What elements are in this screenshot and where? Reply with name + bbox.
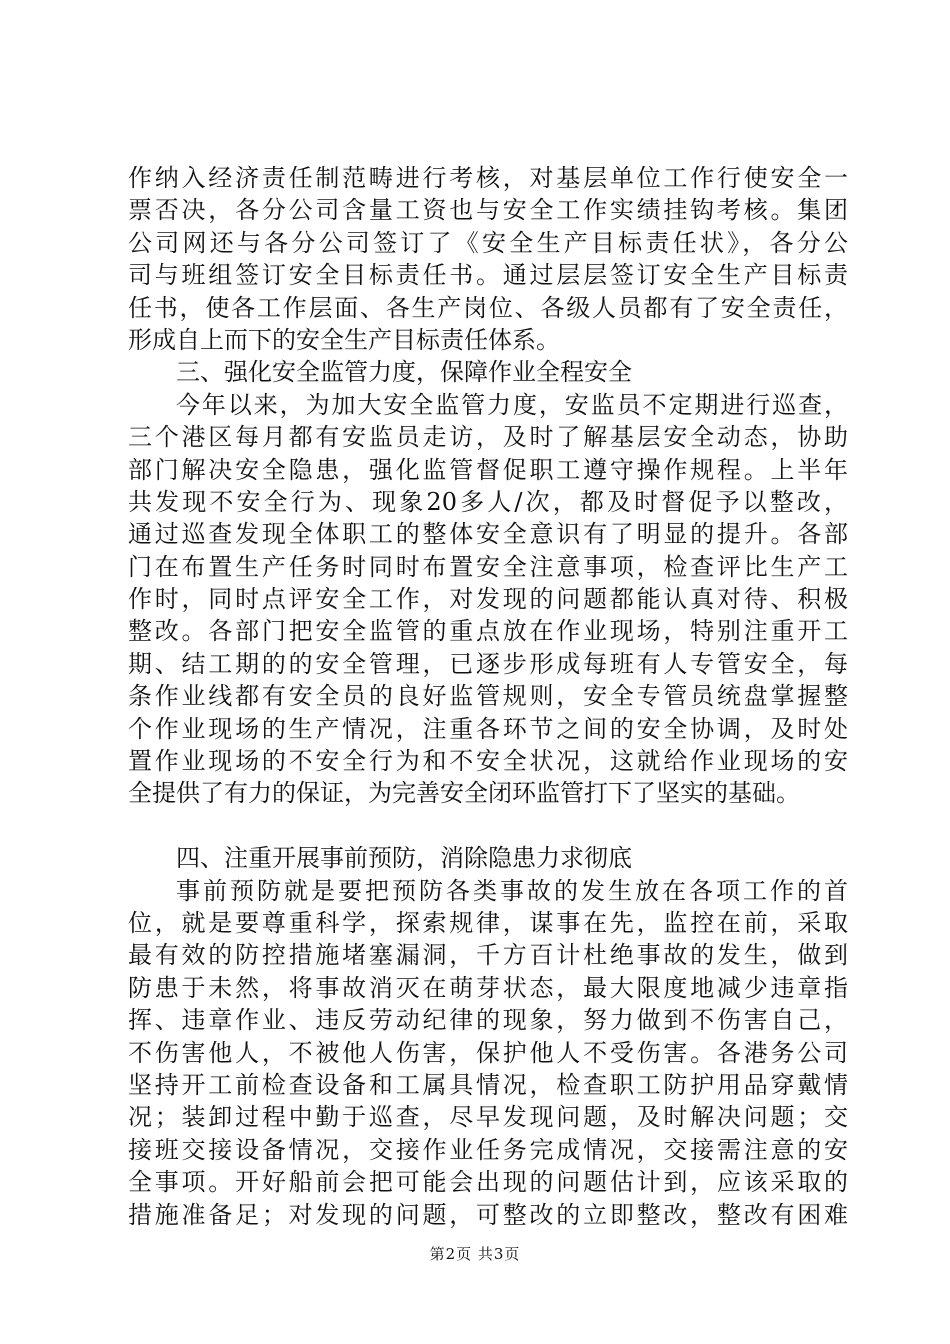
page-number: 第2页 共3页 <box>429 1245 521 1263</box>
paragraph-line: 部门解决安全隐患，强化监管督促职工遵守操作规程。上半年 <box>128 455 848 484</box>
paragraph-line: 最有效的防控措施堵塞漏洞，千方百计杜绝事故的发生，做到 <box>128 941 848 970</box>
paragraph-line: 不伤害他人，不被他人伤害，保护他人不受伤害。各港务公司 <box>128 1038 848 1067</box>
paragraph-line: 措施准备足；对发现的问题，可整改的立即整改，整改有困难 <box>128 1200 848 1229</box>
paragraph-line: 通过巡查发现全体职工的整体安全意识有了明显的提升。各部 <box>128 520 848 549</box>
paragraph-line: 况；装卸过程中勤于巡查，尽早发现问题，及时解决问题；交 <box>128 1103 848 1132</box>
section-heading: 四、注重开展事前预防，消除隐患力求彻底 <box>176 844 632 873</box>
paragraph-line: 票否决，各分公司含量工资也与安全工作实绩挂钩考核。集团 <box>128 196 848 225</box>
paragraph-line: 期、结工期的的安全管理，已逐步形成每班有人专管安全，每 <box>128 649 848 678</box>
paragraph-line: 接班交接设备情况，交接作业任务完成情况，交接需注意的安 <box>128 1135 848 1164</box>
document-body <box>128 162 848 1231</box>
paragraph-line: 防患于未然，将事故消灭在萌芽状态，最大限度地减少违章指 <box>128 973 848 1002</box>
paragraph-line: 坚持开工前检查设备和工属具情况，检查职工防护用品穿戴情 <box>128 1070 848 1099</box>
paragraph-line: 公司网还与各分公司签订了《安全生产目标责任状》，各分公 <box>128 228 848 257</box>
paragraph-line: 置作业现场的不安全行为和不安全状况，这就给作业现场的安 <box>128 747 848 776</box>
section-heading: 三、强化安全监管力度，保障作业全程安全 <box>176 358 632 387</box>
paragraph-line: 全事项。开好船前会把可能会出现的问题估计到，应该采取的 <box>128 1168 848 1197</box>
paragraph-line: 今年以来，为加大安全监管力度，安监员不定期进行巡查， <box>176 390 848 419</box>
paragraph-line: 共发现不安全行为、现象20多人/次，都及时督促予以整改， <box>128 487 848 516</box>
paragraph-line: 三个港区每月都有安监员走访，及时了解基层安全动态，协助 <box>128 423 848 452</box>
paragraph-line: 门在布置生产任务时同时布置安全注意事项，检查评比生产工 <box>128 552 848 581</box>
paragraph-line: 作时，同时点评安全工作，对发现的问题都能认真对待、积极 <box>128 585 848 614</box>
paragraph-line: 作纳入经济责任制范畴进行考核，对基层单位工作行使安全一 <box>128 164 848 192</box>
paragraph-line: 个作业现场的生产情况，注重各环节之间的安全协调，及时处 <box>128 714 848 743</box>
paragraph-line: 任书，使各工作层面、各生产岗位、各级人员都有了安全责任， <box>128 293 848 322</box>
blank-line <box>128 810 848 842</box>
paragraph-line: 形成自上而下的安全生产目标责任体系。 <box>128 325 560 354</box>
paragraph-line: 全提供了有力的保证，为完善安全闭环监管打下了坚实的基础。 <box>128 779 800 808</box>
paragraph-line: 条作业线都有安全员的良好监管规则，安全专管员统盘掌握整 <box>128 682 848 711</box>
page-footer <box>0 1243 950 1264</box>
paragraph-line: 事前预防就是要把预防各类事故的发生放在各项工作的首 <box>176 876 848 905</box>
paragraph-line: 整改。各部门把安全监管的重点放在作业现场，特别注重开工 <box>128 617 848 646</box>
paragraph-line: 挥、违章作业、违反劳动纪律的现象，努力做到不伤害自己， <box>128 1006 848 1035</box>
paragraph-line: 司与班组签订安全目标责任书。通过层层签订安全生产目标责 <box>128 261 848 290</box>
paragraph-line: 位，就是要尊重科学，探索规律，谋事在先，监控在前，采取 <box>128 908 848 937</box>
